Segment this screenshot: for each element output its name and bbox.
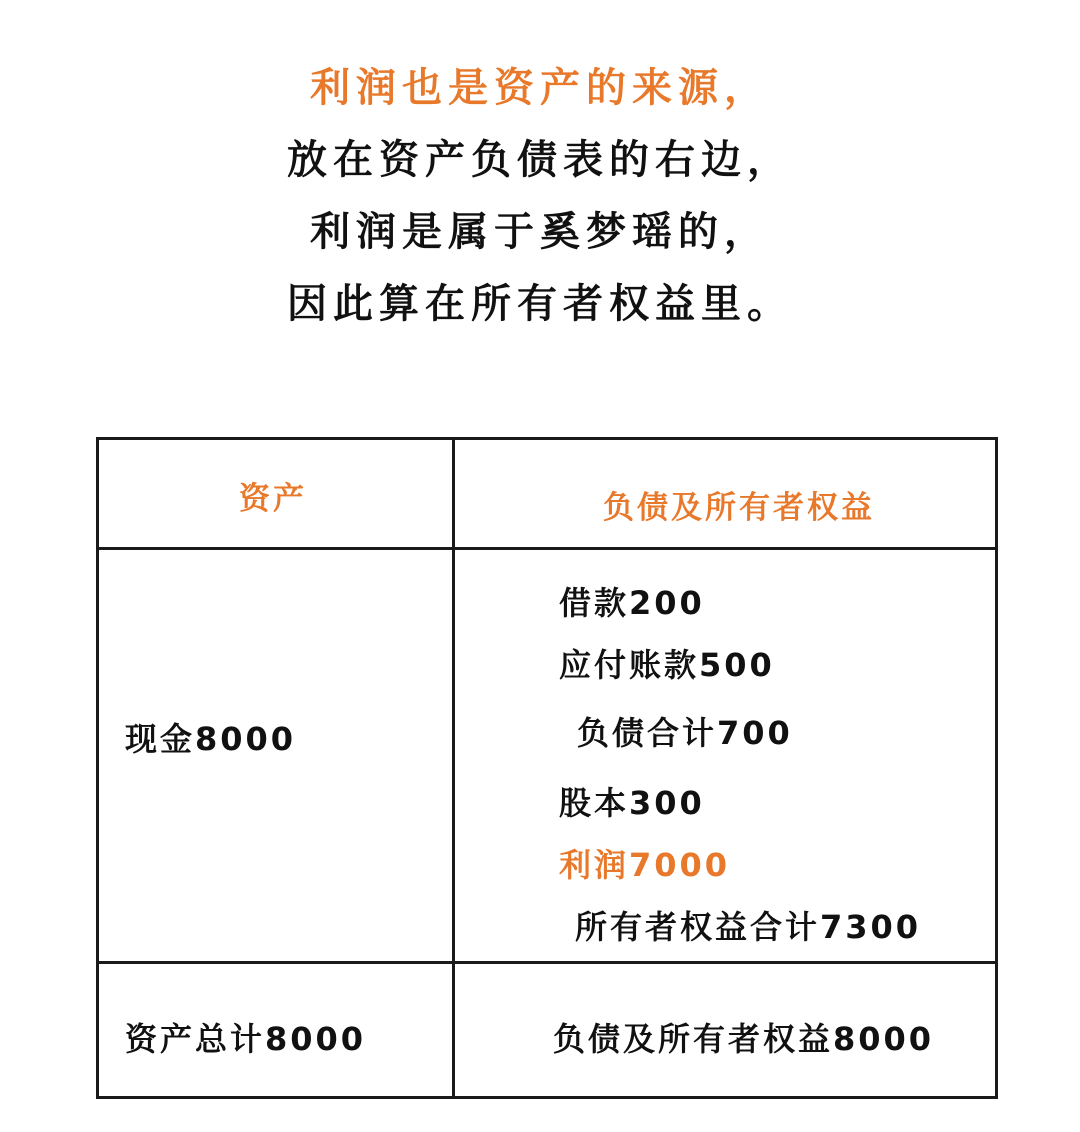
intro-line-1: 利润也是资产的来源， [310, 65, 770, 111]
balance-sheet-table [96, 437, 998, 1099]
liabilities-equity-header: 负债及所有者权益 [603, 490, 875, 526]
assets-header: 资产 [239, 481, 307, 517]
header-divider [99, 547, 995, 550]
intro-line-2: 放在资产负债表的右边， [287, 137, 793, 183]
intro-text [0, 52, 1080, 340]
total-liabilities-item: 负债合计700 [577, 714, 793, 752]
profit-item: 利润7000 [559, 846, 731, 884]
liabilities-equity-total-item: 负债及所有者权益8000 [553, 1020, 935, 1058]
intro-line-4: 因此算在所有者权益里。 [287, 281, 793, 327]
totals-divider [99, 961, 995, 964]
column-divider [452, 440, 455, 1096]
intro-line-3: 利润是属于奚梦瑶的， [310, 209, 770, 255]
share-capital-item: 股本300 [559, 784, 705, 822]
cash-item: 现金8000 [125, 720, 297, 758]
total-equity-item: 所有者权益合计7300 [575, 908, 922, 946]
assets-total-item: 资产总计8000 [125, 1020, 367, 1058]
accounts-payable-item: 应付账款500 [559, 646, 775, 684]
loan-item: 借款200 [559, 584, 705, 622]
